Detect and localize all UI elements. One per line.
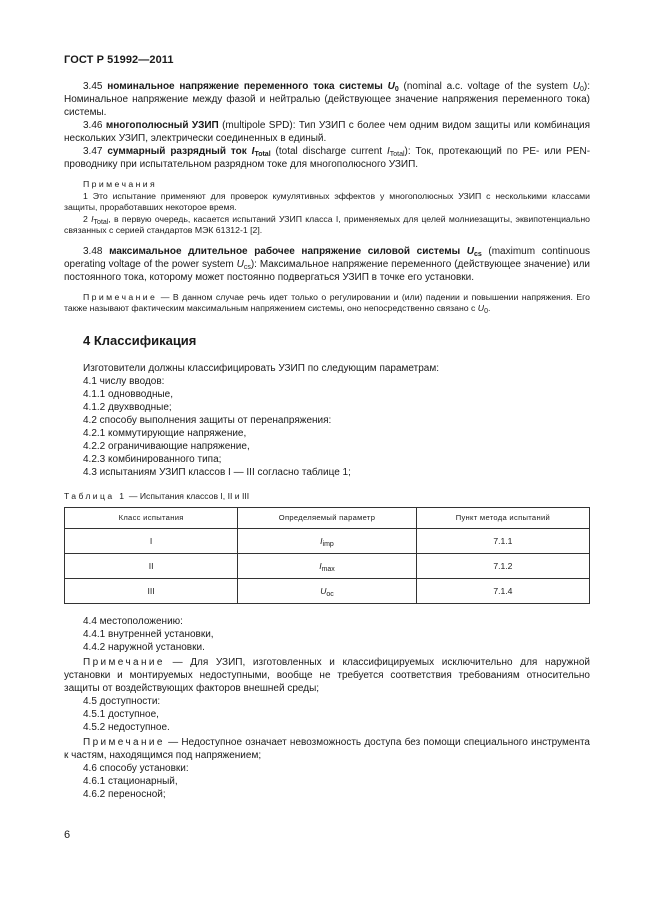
column-header: Пункт метода испытаний <box>416 507 589 528</box>
table-cell-parameter: $U_{oc}$ <box>238 578 417 603</box>
list-item: 4.1.1 одновводные, <box>83 388 174 400</box>
table-cell-clause: 7.1.2 <box>416 553 589 578</box>
list-item: 4.6 способу установки: <box>83 762 189 774</box>
location-list <box>64 615 590 654</box>
list-item: 4.1 числу вводов: <box>83 375 165 387</box>
table-row <box>65 553 590 578</box>
term-3-46: 3.46 многополюсный УЗИП (multipole SPD): Тип УЗИП с более чем одним видом защиты или комбинация нескольких УЗИП, электрически соединенных в единый. <box>64 120 591 144</box>
table-cell-clause: 7.1.4 <box>416 578 589 603</box>
note-3-48: Примечание — В данном случае речь идет только о регулировании и (или) падении и повышении напряжения. Его также называют фактическим максимальным напряжением системы, оно непосредственно связано с $U_0$. <box>64 291 590 315</box>
list-item: 4.6.1 стационарный, <box>83 775 178 787</box>
term-3-48: 3.48 максимальное длительное рабочее напряжение силовой системы $U_{cs}$ (maximum continuous operating voltage of the power system $U_{cs}$): Максимальное напряжение переменного (действующее значение) или постоянного тока, которому может постоянно подвергаться УЗИП в точке его установки. <box>64 245 591 283</box>
column-header: Класс испытания <box>65 507 238 528</box>
term-3-45: 3.45 номинальное напряжение переменного тока системы $U_0$ (nominal a.c. voltage of the system $U_0$): Номинальное напряжение между фазой и нейтралью (действующее значение напряжения переменного тока) системы. <box>64 81 591 118</box>
table-caption: Таблица 1 — Испытания классов I, II и III <box>64 490 250 501</box>
list-item: 4.2.3 комбинированного типа; <box>83 453 222 465</box>
list-item: 4.3 испытаниям УЗИП классов I — III согласно таблице 1; <box>83 466 351 478</box>
list-item: 4.4.2 наружной установки. <box>83 641 205 653</box>
table-cell-class: III <box>65 578 238 603</box>
list-item: 4.5 доступности: <box>83 695 161 707</box>
note-4-4: Примечание — Для УЗИП, изготовленных и классифицируемых исключительно для наружной установки и монтируемых недоступными, вообще не требуется соответствия требованиям относительно защиты от воздействующих факторов внешней среды; <box>64 656 590 694</box>
list-item: 4.2.2 ограничивающие напряжение, <box>83 440 250 452</box>
list-item: 4.4.1 внутренней установки, <box>83 628 214 640</box>
list-item: 4.1.2 двухвводные; <box>83 401 172 413</box>
list-item: 4.4 местоположению: <box>83 615 183 627</box>
table-cell-class: I <box>65 528 238 553</box>
table-header-row <box>65 507 590 528</box>
note-1: 1 Это испытание применяют для проверок кумулятивных эффектов у многополюсных УЗИП с несколькими классами защиты, проработавших некоторое время. <box>64 190 590 212</box>
note-4-5: Примечание — Недоступное означает невозможность доступа без помощи специального инструмента к частям, находящимся под напряжением; <box>64 736 590 761</box>
list-item: 4.2.1 коммутирующие напряжение, <box>83 427 247 439</box>
list-item: 4.6.2 переносной; <box>83 788 166 800</box>
list-item: 4.2 способу выполнения защиты от перенапряжения: <box>83 414 332 426</box>
document-header: ГОСТ Р 51992—2011 <box>64 54 174 66</box>
note-2: 2 $I_{Total}$, в первую очередь, касается испытаний УЗИП класса I, применяемых для целей молниезащиты, эквипотенциально связанных с серией стандартов МЭК 61312-1 [2]. <box>64 213 590 235</box>
page-number: 6 <box>64 829 71 841</box>
installation-list <box>64 762 590 801</box>
test-classes-table <box>64 507 590 604</box>
column-header: Определяемый параметр <box>238 507 417 528</box>
notes-label: Примечания <box>83 179 158 189</box>
table-row <box>65 528 590 553</box>
list-item: 4.5.1 доступное, <box>83 708 159 720</box>
table-row <box>65 578 590 603</box>
table-cell-class: II <box>65 553 238 578</box>
term-3-47: 3.47 суммарный разрядный ток $I_{Total}$ (total discharge current $I_{Total}$): Ток, протекающий по PE- или PEN-проводнику при испытательном разрядном токе для многополюсного УЗИП. <box>64 146 591 170</box>
classification-list <box>64 362 590 479</box>
table-cell-parameter: $I_{imp}$ <box>238 528 417 553</box>
table-cell-parameter: $I_{max}$ <box>238 553 417 578</box>
table-cell-clause: 7.1.1 <box>416 528 589 553</box>
section-heading-classification: 4 Классификация <box>83 332 197 348</box>
page-content <box>64 80 590 801</box>
list-item: 4.5.2 недоступное. <box>83 721 170 733</box>
classification-intro: Изготовители должны классифицировать УЗИП по следующим параметрам: <box>83 362 440 374</box>
accessibility-list <box>64 695 590 734</box>
